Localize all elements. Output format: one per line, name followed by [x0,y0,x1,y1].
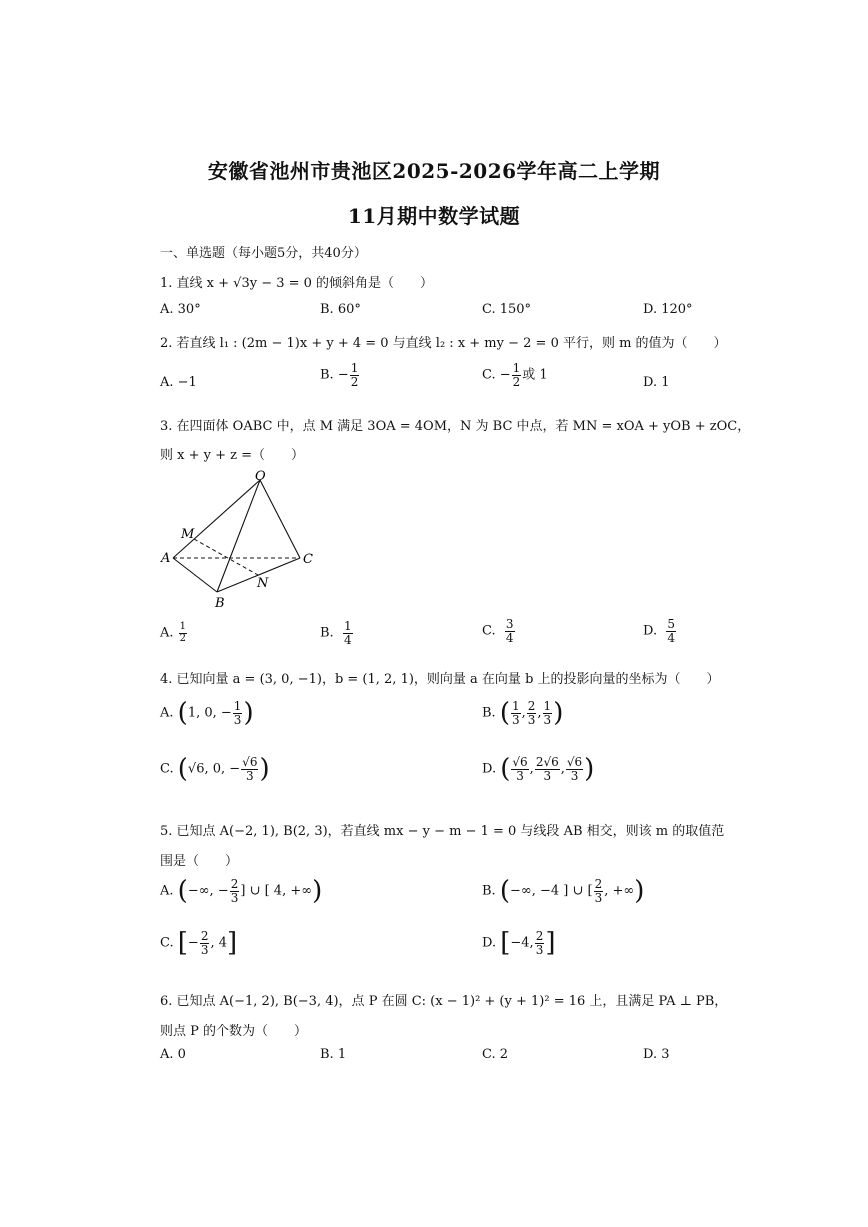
fraction [350,362,360,388]
fraction [200,930,210,956]
numerator: 1 [543,699,552,713]
question-3-option-c [482,618,516,644]
left-paren: ( [177,698,188,729]
numerator: 1 [350,361,359,375]
option-label: A. [160,705,174,721]
left-paren: ( [499,876,510,907]
denominator: 3 [511,712,520,727]
question-6-option-b: B. 1 [320,1047,347,1062]
denominator: 3 [527,712,536,727]
denominator: 3 [594,890,603,905]
fraction [511,756,528,782]
question-5-stem-line-1: 5. 已知点 A(−2, 1), B(2, 3)，若直线 mx − y − m − 1 = 0 与线段 AB 相交，则该 m 的取值范 [160,824,725,839]
fraction [535,930,545,956]
denominator: 2 [179,632,187,644]
option-label: B. [320,625,334,641]
right-paren: ) [553,698,564,729]
label-N: N [257,576,269,591]
right-paren: ) [243,698,254,729]
numerator: 5 [667,617,675,631]
left-bracket: [ [500,928,511,959]
numerator: √6 [512,755,528,769]
question-4-option-c [160,754,270,785]
question-2-option-c [482,362,548,388]
denominator: 3 [230,890,239,905]
question-3-option-d [643,618,677,644]
option-body: −4, [510,935,534,951]
question-5-option-d [482,928,556,959]
left-paren: ( [499,698,510,729]
right-paren: ) [259,754,270,785]
option-body: √6, 0, − [187,761,241,777]
denominator: 3 [516,768,524,783]
left-paren: ( [500,754,511,785]
option-label: C. [160,761,174,777]
right-bracket: ] [227,928,238,959]
fraction [241,756,258,782]
denominator: 4 [667,630,675,645]
fraction [527,700,537,726]
question-1-option-b: B. 60° [320,302,361,317]
question-4-option-d: D. ( $\frac{√6}{3}$ , $\frac{2√6}{3}$ , $\frac{√6}{3}$ ) [482,754,595,785]
fraction [666,618,676,644]
denominator: 3 [570,768,579,783]
question-1-option-d: D. 120° [643,302,693,317]
option-label: D. [482,935,497,951]
question-6-option-a: A. 0 [160,1047,186,1062]
label-C: C [303,552,313,567]
numerator: 2 [230,877,239,891]
numerator: 2 [594,877,603,891]
question-6-stem-line-1: 6. 已知点 A(−1, 2), B(−3, 4)，点 P 在圆 C: (x − 1)² + (y + 1)² = 16 上，且满足 PA ⊥ PB， [160,994,728,1009]
question-3-stem-line-1: 3. 在四面体 OABC 中，点 M 满足 3OA = 4OM，N 为 BC 中点，若 MN = xOA + yOB + zOC， [160,419,751,434]
numerator: √6 [566,755,583,769]
question-5-option-c [160,928,238,959]
question-3-stem-line-2: 则 x + y + z =（ ） [160,448,304,463]
denominator: 3 [200,942,209,957]
fraction [543,700,553,726]
option-label: D. [643,623,658,639]
question-5-option-a [160,876,323,907]
question-6-option-d: D. 3 [643,1047,670,1062]
right-paren: ) [584,754,595,785]
question-1-stem: 1. 直线 x + √3y − 3 = 0 的倾斜角是（ ） [160,276,434,291]
question-2-option-b [320,362,360,388]
denominator: 2 [350,374,359,389]
question-2-option-a: A. −1 [160,375,197,390]
question-4-option-b: B. ( $\frac{1}{3}$ , $\frac{2}{3}$ , $\frac{1}{3}$ ) [482,698,564,729]
fraction [511,700,521,726]
question-6-stem-line-2: 则点 P 的个数为（ ） [160,1024,308,1039]
option-body: ] ∪ [ 4, +∞ [240,883,313,899]
label-B: B [215,596,225,611]
question-2-option-d: D. 1 [643,375,670,390]
fraction [505,618,515,644]
left-bracket: [ [177,928,188,959]
denominator: 3 [543,712,552,727]
numerator: 3 [505,617,514,631]
question-5-stem-line-2: 围是（ ） [160,854,239,869]
numerator: 2√6 [535,755,559,769]
numerator: 2 [527,699,536,713]
question-4-stem: 4. 已知向量 a = (3, 0, −1)，b = (1, 2, 1)，则向量 a 在向量 b 上的投影向量的坐标为（ ） [160,672,720,687]
option-body: − [187,935,199,951]
option-label: A. [160,883,174,899]
numerator: 1 [512,361,521,375]
question-1-option-c: C. 150° [482,302,532,317]
fraction [230,878,240,904]
numerator: √6 [242,755,258,769]
fraction [535,756,560,782]
right-paren: ) [312,876,323,907]
question-3-option-b [320,620,354,646]
denominator: 3 [245,768,254,783]
option-body: 1, 0, − [187,705,232,721]
option-body: −∞, − [187,883,229,899]
numerator: 2 [200,929,209,943]
section-heading: 一、单选题（每小题5分，共40分） [160,246,367,261]
denominator: 4 [505,630,514,645]
option-label: B. [482,883,496,899]
question-4-option-a [160,698,254,729]
right-paren: ) [634,876,645,907]
denominator: 3 [535,942,544,957]
fraction [594,878,604,904]
tetrahedron-figure [155,465,335,615]
denominator: 3 [543,768,552,783]
option-suffix: 或 1 [522,367,548,383]
numerator: 1 [233,699,242,713]
fraction [343,620,353,646]
numerator: 2 [535,929,544,943]
denominator: 3 [233,712,242,727]
label-O: O [255,469,266,484]
option-label: C. − [482,367,511,383]
numerator: 1 [343,619,352,633]
option-label: A. [160,625,174,641]
question-5-option-b [482,876,645,907]
numerator: 1 [179,621,187,632]
option-label: D. [482,761,497,777]
left-paren: ( [177,754,188,785]
fraction [566,756,583,782]
question-1-option-a: A. 30° [160,302,201,317]
fraction [179,622,187,644]
option-body: , +∞ [604,883,635,899]
fraction [512,362,522,388]
fraction [233,700,243,726]
denominator: 4 [343,632,352,647]
right-bracket: ] [545,928,556,959]
title-line-2: 11月期中数学试题 [347,204,521,228]
option-label: B. [482,705,496,721]
option-label: B. − [320,367,349,383]
question-3-option-a [160,622,188,644]
option-body: −∞, −4 ] ∪ [ [509,883,593,899]
label-A: A [161,551,171,566]
option-label: C. [482,623,496,639]
left-paren: ( [177,876,188,907]
numerator: 1 [511,699,520,713]
question-6-option-c: C. 2 [482,1047,509,1062]
question-2-stem: 2. 若直线 l₁ : (2m − 1)x + y + 4 = 0 与直线 l₂ : x + my − 2 = 0 平行，则 m 的值为（ ） [160,336,727,351]
label-M: M [181,527,195,542]
title-line-1: 安徽省池州市贵池区2025-2026学年高二上学期 [207,159,661,183]
denominator: 2 [512,374,521,389]
option-body: , 4 [210,935,228,951]
option-label: C. [160,935,174,951]
